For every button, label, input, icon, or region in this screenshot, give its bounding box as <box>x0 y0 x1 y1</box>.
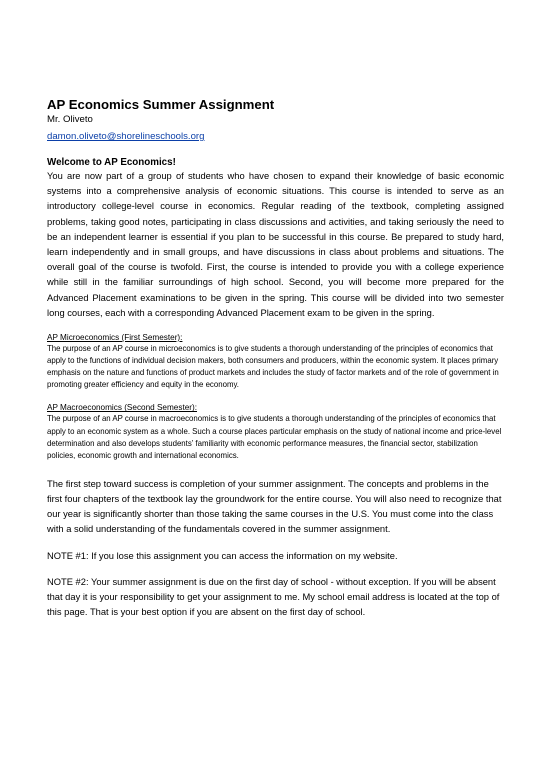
macro-heading: AP Macroeconomics (Second Semester): <box>47 403 198 413</box>
intro-paragraph: You are now part of a group of students who have chosen to expand their knowledge of basic economic systems into a comprehensive analysis of economic situations. This course is intended to serve as an introductory college-level course in economics. Regular reading of the textbook, completing assigned problems, taking good notes, participating in class discussions and activities, and taking seriously the need to be an independent learner is essential if you plan to be successful in this course. Be prepared to study hard, learn independently and in small groups, and have discussions in class about problems and situations. The overall goal of the course is twofold. First, the course is intended to provide you with a college experience while still in the familiar surroundings of high school. Second, you will become more prepared for the Advanced Placement examinations to be given in the spring. This course will be divided into two semester long courses, each with a corresponding Advanced Placement exam to be given in the spring. <box>47 171 504 318</box>
note-2-paragraph: NOTE #2: Your summer assignment is due on the first day of school - without exception. If you will be absent that day it is your responsibility to get your assignment to me. My school email address is located at the top of this page. That is your best option if you are absent on the first day of school. <box>47 576 500 618</box>
macro-paragraph: The purpose of an AP course in macroeconomics is to give students a thorough understanding of the principles of economics that apply to an economic system as a whole. Such a course places particular emphasis on the study of national income and price-level determination and also develops students’ familiarity with economic performance measures, the financial sector, stabilization policies, economic growth and international economics. <box>47 414 502 460</box>
email-link[interactable]: damon.oliveto@shorelineschools.org <box>47 131 205 142</box>
welcome-heading: Welcome to AP Economics! <box>47 157 176 168</box>
document-title: AP Economics Summer Assignment <box>47 97 275 112</box>
author-name: Mr. Oliveto <box>47 114 93 125</box>
micro-heading: AP Microeconomics (First Semester): <box>47 333 183 343</box>
note-1-paragraph: NOTE #1: If you lose this assignment you can access the information on my website. <box>47 550 398 561</box>
micro-paragraph: The purpose of an AP course in microeconomics is to give students a thorough understanding of the principles of economics that apply to the functions of individual decision makers, both consumers and producers, within the economic system. It places primary emphasis on the nature and functions of product markets and includes the study of factor markets and of the role of government in promoting greater efficiency and equity in the economy. <box>47 344 499 390</box>
first-step-paragraph: The first step toward success is completion of your summer assignment. The concepts and problems in the first four chapters of the textbook lay the groundwork for the entire course. You will also need to recognize that our year is significantly shorter than those taking the same courses in the U.S. You must come into the class with a solid understanding of the fundamentals covered in the summer assignment. <box>47 478 502 535</box>
